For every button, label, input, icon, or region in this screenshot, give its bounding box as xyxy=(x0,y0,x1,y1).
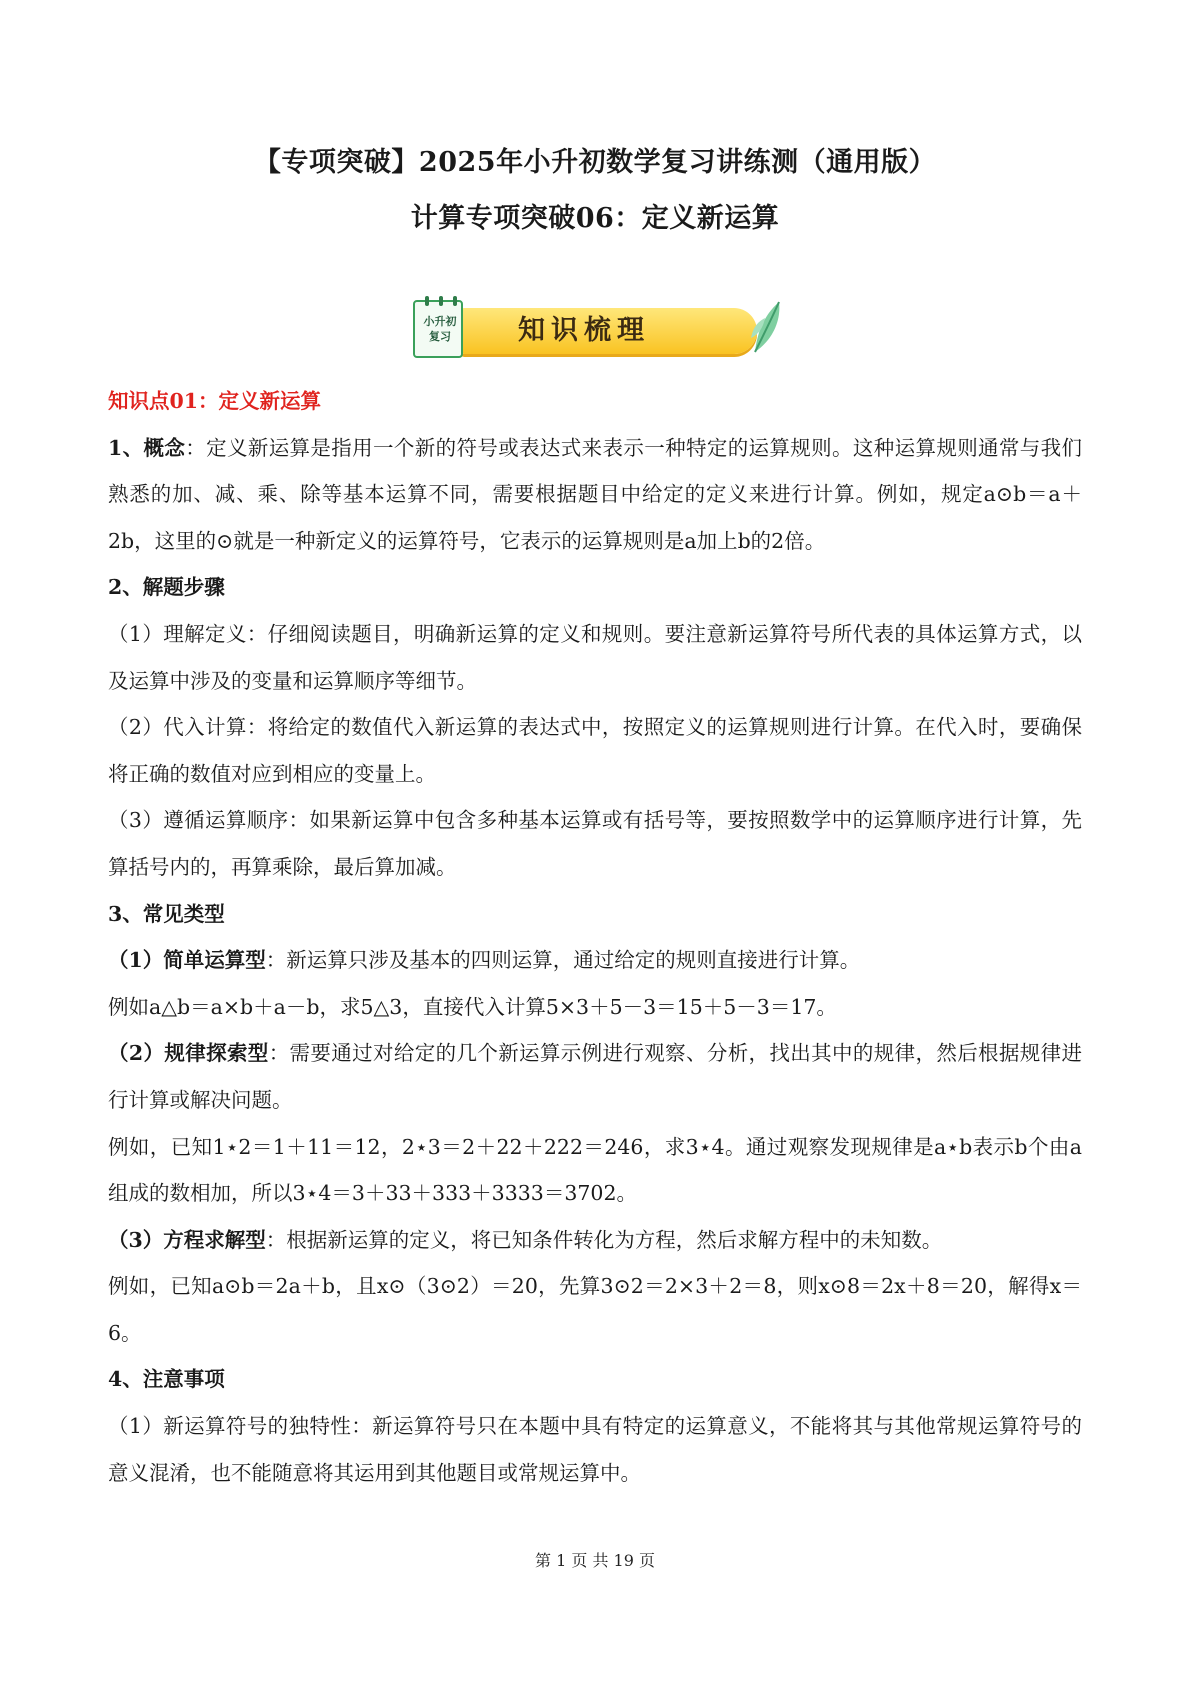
type-label: （3）方程求解型 xyxy=(108,1227,266,1252)
concept-paragraph xyxy=(108,425,1082,565)
document-title: 【专项突破】2025年小升初数学复习讲练测（通用版） xyxy=(253,147,937,178)
notebook-rings-icon xyxy=(421,296,461,306)
type-item xyxy=(108,937,1082,984)
type-text: ：新运算只涉及基本的四则运算，通过给定的规则直接进行计算。 xyxy=(265,948,861,973)
type-example: 例如a△b＝a×b＋a－b，求5△3，直接代入计算5×3＋5－3＝15＋5－3＝17。 xyxy=(108,994,837,1019)
type-example: 例如，已知a⊙b＝2a＋b，且x⊙（3⊙2）＝20，先算3⊙2＝2×3＋2＝8，则x⊙8＝2x＋8＝20，解得x＝6。 xyxy=(108,1274,1082,1345)
steps-heading: 2、解题步骤 xyxy=(108,575,225,600)
section-heading: 知识点01：定义新运算 xyxy=(108,389,322,413)
type-example: 例如，已知1⋆2＝1＋11＝12，2⋆3＝2＋22＋222＝246，求3⋆4。通过观察发现规律是a⋆b表示b个由a组成的数相加，所以3⋆4＝3＋33＋333＋3333＝3702。 xyxy=(108,1134,1082,1206)
step-item: （2）代入计算：将给定的数值代入新运算的表达式中，按照定义的运算规则进行计算。在代入时，要确保将正确的数值对应到相应的变量上。 xyxy=(108,715,1082,786)
document-subtitle: 计算专项突破06：定义新运算 xyxy=(410,203,780,234)
concept-label: 1、概念 xyxy=(108,435,186,460)
notebook-line-2: 复习 xyxy=(429,330,451,343)
note-item: （1）新运算符号的独特性：新运算符号只在本题中具有特定的运算意义，不能将其与其他常规运算符号的意义混淆，也不能随意将其运用到其他题目或常规运算中。 xyxy=(108,1414,1082,1485)
type-text: ：需要通过对给定的几个新运算示例进行观察、分析，找出其中的规律，然后根据规律进行计算或解决问题。 xyxy=(108,1041,1083,1112)
type-text: ：根据新运算的定义，将已知条件转化为方程，然后求解方程中的未知数。 xyxy=(265,1227,943,1252)
notebook-text xyxy=(418,314,462,344)
type-label: （2）规律探索型 xyxy=(108,1041,269,1066)
step-item: （3）遵循运算顺序：如果新运算中包含多种基本运算或有括号等，要按照数学中的运算顺序进行计算，先算括号内的，再算乘除，最后算加减。 xyxy=(108,808,1082,879)
notebook-icon xyxy=(413,300,463,358)
banner-label: 知识梳理 xyxy=(518,315,650,346)
step-item: （1）理解定义：仔细阅读题目，明确新运算的定义和规则。要注意新运算符号所代表的具体运算方式，以及运算中涉及的变量和运算顺序等细节。 xyxy=(108,621,1082,693)
type-item xyxy=(108,1030,1082,1123)
main-content xyxy=(108,378,1082,1496)
notes-heading: 4、注意事项 xyxy=(108,1367,225,1392)
notebook-line-1: 小升初 xyxy=(423,315,457,328)
page-footer: 第 1 页 共 19 页 xyxy=(535,1551,655,1570)
section-banner xyxy=(413,298,785,364)
type-item xyxy=(108,1217,1082,1264)
types-heading: 3、常见类型 xyxy=(108,901,225,926)
leaf-icon xyxy=(749,298,785,354)
concept-text: ：定义新运算是指用一个新的符号或表达式来表示一种特定的运算规则。这种运算规则通常与我们熟悉的加、减、乘、除等基本运算不同，需要根据题目中给定的定义来进行计算。例如，规定a⊙b＝a＋2b，这里的⊙就是一种新定义的运算符号，它表示的运算规则是a加上b的2倍。 xyxy=(108,435,1083,553)
type-label: （1）简单运算型 xyxy=(108,948,266,973)
